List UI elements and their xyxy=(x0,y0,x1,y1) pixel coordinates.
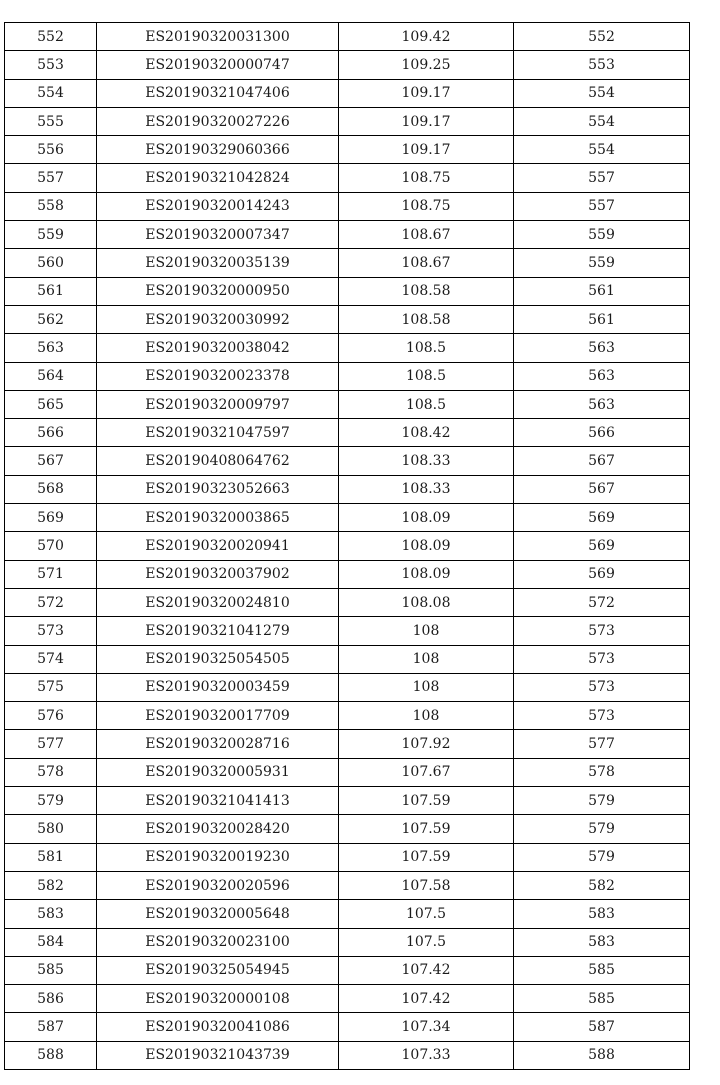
score-table-sheet xyxy=(4,22,690,1070)
rank-cell: 559 xyxy=(514,249,690,277)
rank-cell: 569 xyxy=(514,532,690,560)
exam-id-cell: ES20190320023100 xyxy=(97,928,339,956)
seq-cell: 575 xyxy=(5,673,97,701)
exam-id-cell: ES20190320023378 xyxy=(97,362,339,390)
exam-id-cell: ES20190320003459 xyxy=(97,673,339,701)
table-row xyxy=(5,900,690,928)
seq-cell: 564 xyxy=(5,362,97,390)
seq-cell: 568 xyxy=(5,475,97,503)
score-cell: 108.33 xyxy=(339,447,514,475)
rank-cell: 582 xyxy=(514,871,690,899)
seq-cell: 584 xyxy=(5,928,97,956)
seq-cell: 560 xyxy=(5,249,97,277)
score-cell: 108 xyxy=(339,645,514,673)
score-cell: 108.5 xyxy=(339,362,514,390)
seq-cell: 587 xyxy=(5,1013,97,1041)
seq-cell: 554 xyxy=(5,79,97,107)
table-row xyxy=(5,730,690,758)
exam-id-cell: ES20190321042824 xyxy=(97,164,339,192)
exam-id-cell: ES20190320028420 xyxy=(97,815,339,843)
score-cell: 108 xyxy=(339,617,514,645)
exam-id-cell: ES20190408064762 xyxy=(97,447,339,475)
exam-id-cell: ES20190321047406 xyxy=(97,79,339,107)
rank-cell: 569 xyxy=(514,560,690,588)
score-cell: 108.58 xyxy=(339,277,514,305)
table-row xyxy=(5,560,690,588)
seq-cell: 555 xyxy=(5,107,97,135)
seq-cell: 570 xyxy=(5,532,97,560)
rank-cell: 563 xyxy=(514,390,690,418)
seq-cell: 573 xyxy=(5,617,97,645)
score-cell: 107.92 xyxy=(339,730,514,758)
rank-cell: 567 xyxy=(514,447,690,475)
rank-cell: 573 xyxy=(514,673,690,701)
rank-cell: 577 xyxy=(514,730,690,758)
table-row xyxy=(5,419,690,447)
score-cell: 107.33 xyxy=(339,1041,514,1069)
score-cell: 108.5 xyxy=(339,334,514,362)
seq-cell: 569 xyxy=(5,504,97,532)
table-row xyxy=(5,221,690,249)
seq-cell: 566 xyxy=(5,419,97,447)
table-row xyxy=(5,475,690,503)
table-row xyxy=(5,164,690,192)
rank-cell: 588 xyxy=(514,1041,690,1069)
exam-id-cell: ES20190320005931 xyxy=(97,758,339,786)
seq-cell: 576 xyxy=(5,702,97,730)
exam-id-cell: ES20190320005648 xyxy=(97,900,339,928)
exam-id-cell: ES20190320017709 xyxy=(97,702,339,730)
table-row xyxy=(5,504,690,532)
exam-id-cell: ES20190320009797 xyxy=(97,390,339,418)
score-cell: 108.67 xyxy=(339,249,514,277)
seq-cell: 572 xyxy=(5,588,97,616)
table-row xyxy=(5,758,690,786)
seq-cell: 583 xyxy=(5,900,97,928)
score-cell: 107.59 xyxy=(339,843,514,871)
table-row xyxy=(5,588,690,616)
table-row xyxy=(5,79,690,107)
seq-cell: 561 xyxy=(5,277,97,305)
exam-id-cell: ES20190329060366 xyxy=(97,136,339,164)
exam-id-cell: ES20190320028716 xyxy=(97,730,339,758)
rank-cell: 573 xyxy=(514,702,690,730)
exam-id-cell: ES20190320027226 xyxy=(97,107,339,135)
table-row xyxy=(5,956,690,984)
rank-cell: 557 xyxy=(514,192,690,220)
rank-cell: 552 xyxy=(514,23,690,51)
seq-cell: 581 xyxy=(5,843,97,871)
seq-cell: 578 xyxy=(5,758,97,786)
score-cell: 108.75 xyxy=(339,192,514,220)
rank-cell: 563 xyxy=(514,362,690,390)
table-row xyxy=(5,673,690,701)
table-row xyxy=(5,136,690,164)
exam-id-cell: ES20190320031300 xyxy=(97,23,339,51)
score-cell: 108.42 xyxy=(339,419,514,447)
seq-cell: 552 xyxy=(5,23,97,51)
exam-id-cell: ES20190321041413 xyxy=(97,787,339,815)
exam-id-cell: ES20190320024810 xyxy=(97,588,339,616)
table-row xyxy=(5,107,690,135)
score-cell: 107.67 xyxy=(339,758,514,786)
rank-cell: 587 xyxy=(514,1013,690,1041)
exam-id-cell: ES20190320003865 xyxy=(97,504,339,532)
score-cell: 107.5 xyxy=(339,900,514,928)
seq-cell: 559 xyxy=(5,221,97,249)
score-cell: 107.58 xyxy=(339,871,514,899)
table-row xyxy=(5,362,690,390)
score-cell: 107.59 xyxy=(339,815,514,843)
seq-cell: 579 xyxy=(5,787,97,815)
seq-cell: 585 xyxy=(5,956,97,984)
exam-id-cell: ES20190320000747 xyxy=(97,51,339,79)
seq-cell: 556 xyxy=(5,136,97,164)
table-row xyxy=(5,390,690,418)
rank-cell: 573 xyxy=(514,645,690,673)
exam-id-cell: ES20190320030992 xyxy=(97,305,339,333)
seq-cell: 565 xyxy=(5,390,97,418)
rank-cell: 557 xyxy=(514,164,690,192)
rank-cell: 567 xyxy=(514,475,690,503)
table-row xyxy=(5,447,690,475)
rank-cell: 578 xyxy=(514,758,690,786)
seq-cell: 582 xyxy=(5,871,97,899)
score-cell: 107.42 xyxy=(339,985,514,1013)
exam-id-cell: ES20190321041279 xyxy=(97,617,339,645)
seq-cell: 562 xyxy=(5,305,97,333)
exam-id-cell: ES20190325054945 xyxy=(97,956,339,984)
rank-cell: 585 xyxy=(514,985,690,1013)
exam-id-cell: ES20190320014243 xyxy=(97,192,339,220)
score-cell: 108.67 xyxy=(339,221,514,249)
score-cell: 108.09 xyxy=(339,560,514,588)
rank-cell: 569 xyxy=(514,504,690,532)
score-cell: 109.25 xyxy=(339,51,514,79)
rank-cell: 554 xyxy=(514,79,690,107)
exam-id-cell: ES20190320038042 xyxy=(97,334,339,362)
table-row xyxy=(5,702,690,730)
rank-cell: 554 xyxy=(514,107,690,135)
table-body xyxy=(5,23,690,1070)
score-cell: 108.09 xyxy=(339,504,514,532)
seq-cell: 574 xyxy=(5,645,97,673)
table-row xyxy=(5,617,690,645)
score-cell: 107.59 xyxy=(339,787,514,815)
score-cell: 108.09 xyxy=(339,532,514,560)
rank-cell: 579 xyxy=(514,843,690,871)
score-cell: 108.08 xyxy=(339,588,514,616)
exam-id-cell: ES20190320041086 xyxy=(97,1013,339,1041)
rank-cell: 583 xyxy=(514,928,690,956)
rank-cell: 554 xyxy=(514,136,690,164)
exam-id-cell: ES20190320007347 xyxy=(97,221,339,249)
rank-cell: 583 xyxy=(514,900,690,928)
score-cell: 108.75 xyxy=(339,164,514,192)
table-row xyxy=(5,928,690,956)
exam-id-cell: ES20190320020941 xyxy=(97,532,339,560)
rank-cell: 573 xyxy=(514,617,690,645)
exam-id-cell: ES20190320035139 xyxy=(97,249,339,277)
table-row xyxy=(5,23,690,51)
seq-cell: 580 xyxy=(5,815,97,843)
seq-cell: 563 xyxy=(5,334,97,362)
rank-cell: 566 xyxy=(514,419,690,447)
score-cell: 109.17 xyxy=(339,136,514,164)
score-cell: 109.42 xyxy=(339,23,514,51)
score-table xyxy=(4,22,690,1070)
table-row xyxy=(5,787,690,815)
score-cell: 107.34 xyxy=(339,1013,514,1041)
rank-cell: 553 xyxy=(514,51,690,79)
rank-cell: 561 xyxy=(514,277,690,305)
rank-cell: 572 xyxy=(514,588,690,616)
score-cell: 107.42 xyxy=(339,956,514,984)
rank-cell: 585 xyxy=(514,956,690,984)
table-row xyxy=(5,1041,690,1069)
table-row xyxy=(5,305,690,333)
seq-cell: 586 xyxy=(5,985,97,1013)
exam-id-cell: ES20190320000108 xyxy=(97,985,339,1013)
exam-id-cell: ES20190320037902 xyxy=(97,560,339,588)
rank-cell: 563 xyxy=(514,334,690,362)
exam-id-cell: ES20190321043739 xyxy=(97,1041,339,1069)
score-cell: 108.58 xyxy=(339,305,514,333)
score-cell: 108.5 xyxy=(339,390,514,418)
seq-cell: 553 xyxy=(5,51,97,79)
exam-id-cell: ES20190325054505 xyxy=(97,645,339,673)
exam-id-cell: ES20190320019230 xyxy=(97,843,339,871)
seq-cell: 588 xyxy=(5,1041,97,1069)
seq-cell: 558 xyxy=(5,192,97,220)
table-row xyxy=(5,645,690,673)
seq-cell: 557 xyxy=(5,164,97,192)
rank-cell: 561 xyxy=(514,305,690,333)
table-row xyxy=(5,51,690,79)
score-cell: 108.33 xyxy=(339,475,514,503)
exam-id-cell: ES20190321047597 xyxy=(97,419,339,447)
table-row xyxy=(5,815,690,843)
score-cell: 109.17 xyxy=(339,79,514,107)
table-row xyxy=(5,192,690,220)
exam-id-cell: ES20190320000950 xyxy=(97,277,339,305)
table-row xyxy=(5,871,690,899)
score-cell: 109.17 xyxy=(339,107,514,135)
table-row xyxy=(5,985,690,1013)
table-row xyxy=(5,249,690,277)
exam-id-cell: ES20190323052663 xyxy=(97,475,339,503)
exam-id-cell: ES20190320020596 xyxy=(97,871,339,899)
score-cell: 108 xyxy=(339,702,514,730)
score-cell: 107.5 xyxy=(339,928,514,956)
table-row xyxy=(5,843,690,871)
table-row xyxy=(5,277,690,305)
seq-cell: 571 xyxy=(5,560,97,588)
seq-cell: 567 xyxy=(5,447,97,475)
table-row xyxy=(5,532,690,560)
seq-cell: 577 xyxy=(5,730,97,758)
rank-cell: 579 xyxy=(514,787,690,815)
score-cell: 108 xyxy=(339,673,514,701)
table-row xyxy=(5,334,690,362)
rank-cell: 579 xyxy=(514,815,690,843)
rank-cell: 559 xyxy=(514,221,690,249)
table-row xyxy=(5,1013,690,1041)
